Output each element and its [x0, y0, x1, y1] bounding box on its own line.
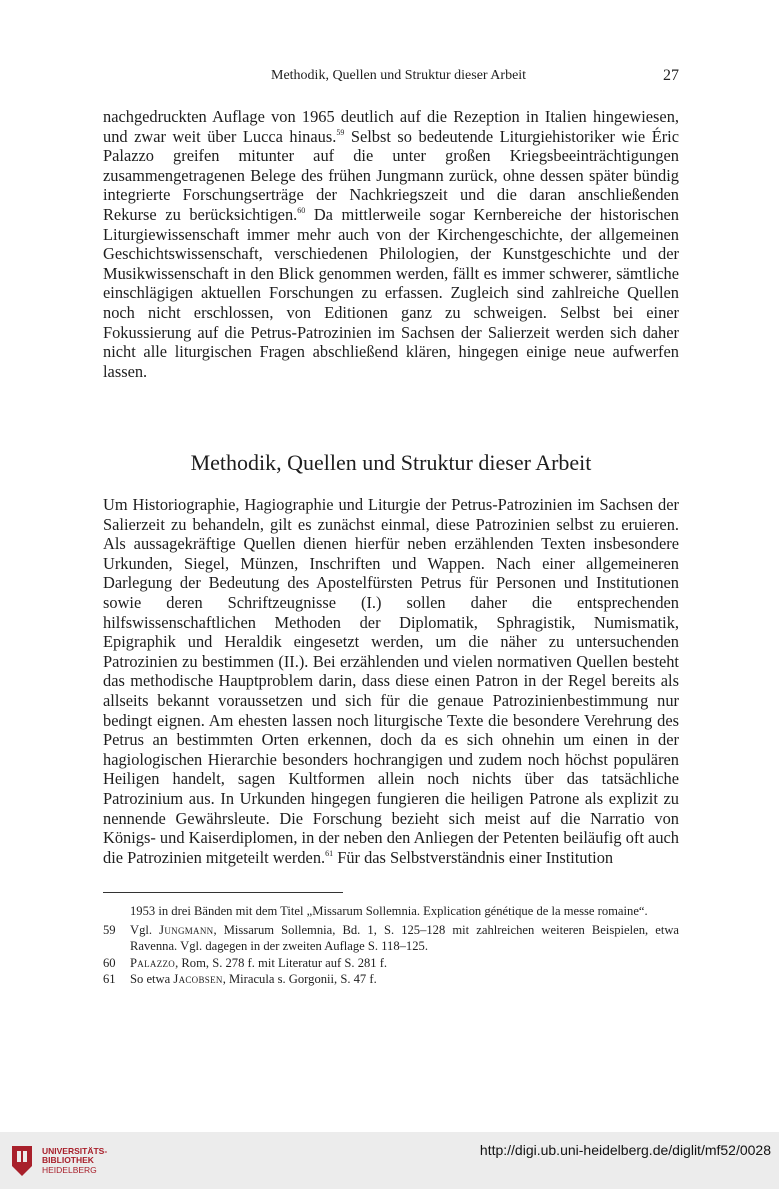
footnote-continuation: 1953 in drei Bänden mit dem Titel „Missarum Sollemnia. Explication génétique de la messe romaine“.	[130, 904, 648, 918]
logo-line-2: BIBLIOTHEK	[42, 1155, 94, 1166]
main-paragraph	[103, 495, 679, 867]
main-text-2: Für das Selbstverständnis einer Institution	[333, 847, 614, 867]
footnote-text	[130, 955, 679, 971]
footnote-ref-61[interactable]: 61	[325, 848, 334, 858]
footnote-post: , Missarum Sollemnia, Bd. 1, S. 125–128 mit zahlreichen weiteren Beispielen, etwa Ravenna. Vgl. dagegen in der zweiten Auflage S. 118–125.	[130, 923, 680, 954]
intro-text-1: nachgedruckten Auflage von 1965 deutlich auf die Rezeption in Italien hingewiesen, und zwar weit über Lucca hinaus.	[103, 107, 679, 146]
footnote-number: 61	[103, 971, 116, 986]
intro-text-2: Selbst so bedeutende Liturgiehistoriker wie Éric Palazzo greifen mitunter auf die unter großen Kriegsbeeinträchtigungen zusammengetragenen Belege des frühen Jungmann zurück, ohne dessen später bündig integrierte Forschungserträge der Nachkriegszeit und die daran anschließenden Rekurse zu berücksichtigen.	[103, 126, 679, 224]
footnote-author: Jacobsen	[173, 971, 223, 986]
footnote-post: , Miracula s. Gorgonii, S. 47 f.	[222, 971, 377, 986]
footnote-number: 59	[103, 923, 116, 938]
permalink-url[interactable]: http://digi.ub.uni-heidelberg.de/diglit/mf52/0028	[479, 1142, 771, 1158]
footnote-author: Jungmann	[159, 923, 214, 938]
library-logo[interactable]	[8, 1144, 107, 1178]
footnote-number: 60	[103, 955, 116, 970]
intro-text-3: Da mittlerweile sogar Kernbereiche der historischen Liturgiewissenschaft immer mehr auch von der Kirchengeschichte, der allgemeinen Geschichtswissenschaft, verschiedenen Philologien, der Kunstgeschichte und der Musikwissenschaft in den Blick genommen werden, fällt es immer schwerer, sämtliche einschlägigen aktuellen Forschungen zu erfassen. Zugleich sind zahlreiche Quellen noch nicht erschlossen, von Editionen ganz zu schweigen. Selbst bei einer Fokussierung auf die Petrus-Patrozinien im Sachsen der Salierzeit werden sich daher nicht alle liturgischen Fragen abschließend klären, hingegen einige neue aufwerfen lassen.	[103, 204, 679, 381]
footnote-item	[103, 955, 679, 971]
library-name	[42, 1147, 107, 1176]
logo-line-1: UNIVERSITÄTS-	[42, 1145, 108, 1156]
footnote-pre: Vgl.	[130, 923, 160, 938]
footnotes	[103, 903, 679, 987]
footnote-divider	[103, 892, 343, 893]
footnote-text	[130, 971, 679, 987]
page-number: 27	[663, 67, 679, 84]
intro-paragraph	[103, 107, 679, 381]
footnote-author: Palazzo	[130, 955, 176, 970]
footnote-pre: So etwa	[130, 971, 174, 986]
logo-line-3: HEIDELBERG	[42, 1164, 97, 1175]
footnote-item	[103, 971, 679, 987]
footnote-text	[130, 922, 679, 954]
library-crest-icon	[8, 1144, 36, 1178]
footnote-post: , Rom, S. 278 f. mit Literatur auf S. 281 f.	[175, 955, 388, 970]
footnote-ref-59[interactable]: 59	[336, 127, 345, 137]
section-heading: Methodik, Quellen und Struktur dieser Arbeit	[190, 450, 592, 475]
footnote-ref-60[interactable]: 60	[297, 205, 306, 215]
viewer-footer	[0, 1132, 779, 1189]
running-title: Methodik, Quellen und Struktur dieser Arbeit	[271, 68, 527, 83]
footnote-item	[103, 922, 679, 954]
main-text-1: Um Historiographie, Hagiographie und Liturgie der Petrus-Patrozinien im Sachsen der Salierzeit zu behandeln, gilt es zunächst einmal, diese Patrozinien selbst zu eruieren. Als aussagekräftige Quellen dienen hierfür neben erzählenden Texten insbesondere Urkunden, Siegel, Münzen, Inschriften und Wappen. Nach einer allgemeineren Darlegung der Bedeutung des Apostelfürsten Petrus für Personen und Institutionen sowie deren Schriftzeugnisse (I.) sollen daher die entsprechenden hilfswissenschaftlichen Methoden der Diplomatik, Sphragistik, Numismatik, Epigraphik und Heraldik eingesetzt werden, um die näher zu untersuchenden Patrozinien zu bestimmen (II.). Bei erzählenden und vielen normativen Quellen besteht das methodische Hauptproblem darin, dass diese einen Patron in der Regel bereits als allseits bekannt voraussetzen und sich für die genaue Patrozinienbestimmung nur bedingt eignen. Am ehesten lassen noch liturgische Texte die besondere Verehrung des Petrus an bestimmten Orten erkennen, doch da es sich ohnehin um einen in der hagiologischen Hierarchie besonders hochrangigen und zudem noch höchst populären Heiligen handelt, sagen Kultformen allein noch nichts über das tatsächliche Patrozinium aus. In Urkunden hingegen fungieren die heiligen Patrone als explizit zu nennende Gewährsleute. Die Forschung bezieht sich meist auf die Narratio von Königs- und Kaiserdiplomen, in der neben den Anliegen der Petenten beiläufig oft auch die Patrozinien mitgeteilt werden.	[103, 495, 679, 867]
